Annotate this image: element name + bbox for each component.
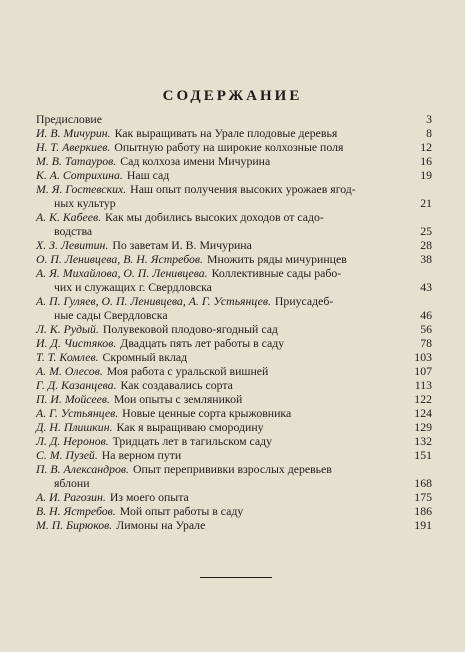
contents-entry	[36, 154, 432, 168]
entry-text	[36, 504, 404, 518]
entry-page-number: 3	[426, 112, 432, 126]
contents-list	[36, 112, 432, 532]
entry-title: Из моего опыта	[109, 490, 189, 504]
entry-page-number: 124	[414, 406, 432, 420]
entry-title-continued: яблони	[54, 476, 90, 490]
entry-page-number: 122	[414, 392, 432, 406]
entry-author: В. Н. Ястребов.	[36, 504, 116, 518]
entry-author: А. И. Рагозин.	[36, 490, 106, 504]
entry-text	[36, 266, 404, 294]
entry-text	[36, 238, 404, 252]
contents-entry	[36, 420, 432, 434]
entry-author: А. Г. Устьянцев.	[36, 406, 119, 420]
entry-title: Мой опыт работы в саду	[119, 504, 244, 518]
entry-title: По заветам И. В. Мичурина	[112, 238, 252, 252]
entry-author: Д. Н. Плишкин.	[36, 420, 113, 434]
contents-entry	[36, 252, 432, 266]
entry-title: Полувековой плодово-ягодный сад	[102, 322, 278, 336]
contents-entry	[36, 182, 432, 210]
entry-author: П. В. Александров.	[36, 462, 129, 476]
entry-title: Наш сад	[126, 168, 170, 182]
entry-page-number: 151	[414, 448, 432, 462]
entry-page-number: 113	[414, 378, 432, 392]
contents-entry	[36, 294, 432, 322]
entry-text	[36, 294, 404, 322]
entry-title: Опыт перепрививки взрослых деревьев	[133, 462, 332, 476]
entry-page-number: 129	[414, 420, 432, 434]
contents-entry	[36, 364, 432, 378]
contents-entry	[36, 392, 432, 406]
entry-author: Х. З. Левитин.	[36, 238, 109, 252]
entry-text	[36, 126, 404, 140]
entry-author: Г. Д. Казанцева.	[36, 378, 117, 392]
contents-entry	[36, 112, 432, 126]
entry-page-number: 12	[420, 140, 432, 154]
entry-text	[36, 448, 404, 462]
entry-page-number: 168	[414, 476, 432, 490]
contents-entry	[36, 490, 432, 504]
entry-author: П. И. Мойсеев.	[36, 392, 110, 406]
entry-title: Новые ценные сорта крыжовника	[122, 406, 292, 420]
entry-page-number: 191	[414, 518, 432, 532]
entry-page-number: 103	[414, 350, 432, 364]
entry-author: К. А. Сотрихина.	[36, 168, 123, 182]
entry-page-number: 19	[420, 168, 432, 182]
contents-entry	[36, 504, 432, 518]
end-rule	[200, 577, 272, 578]
contents-entry	[36, 336, 432, 350]
entry-text	[36, 322, 404, 336]
entry-text	[36, 364, 404, 378]
entry-title: Приусадеб-	[274, 294, 334, 308]
contents-entry	[36, 210, 432, 238]
contents-entry	[36, 266, 432, 294]
entry-title-continued: водства	[54, 224, 93, 238]
entry-author: О. П. Ленивцева, В. Н. Ястребов.	[36, 252, 203, 266]
entry-text	[36, 518, 404, 532]
entry-author: А. К. Кабеев.	[36, 210, 102, 224]
contents-entry	[36, 168, 432, 182]
entry-title: Тридцать лет в тагильском саду	[112, 434, 273, 448]
entry-author: М. Я. Гостевских.	[36, 182, 127, 196]
contents-entry	[36, 378, 432, 392]
entry-title: Как я выращиваю смородину	[116, 420, 264, 434]
entry-page-number: 175	[414, 490, 432, 504]
entry-text	[36, 434, 404, 448]
entry-title: Наш опыт получения высоких урожаев ягод-	[130, 182, 356, 196]
entry-title: Лимоны на Урале	[116, 518, 206, 532]
entry-title-continued: ных культур	[54, 196, 116, 210]
entry-author: И. В. Мичурин.	[36, 126, 111, 140]
entry-title: Опытную работу на широкие колхозные поля	[114, 140, 344, 154]
entry-page-number: 107	[414, 364, 432, 378]
entry-page-number: 46	[420, 308, 432, 322]
entry-page-number: 132	[414, 434, 432, 448]
entry-text	[36, 182, 404, 210]
entry-title: Скромный вклад	[102, 350, 188, 364]
entry-text	[36, 350, 404, 364]
entry-title: Как выращивать на Урале плодовые деревья	[114, 126, 338, 140]
entry-text	[36, 154, 404, 168]
entry-title: Предисловие	[36, 112, 102, 126]
entry-title-continued: ные сады Свердловска	[54, 308, 168, 322]
entry-text	[36, 168, 404, 182]
contents-entry	[36, 434, 432, 448]
entry-page-number: 56	[420, 322, 432, 336]
contents-entry	[36, 448, 432, 462]
entry-text	[36, 462, 404, 490]
entry-author: С. М. Пузей.	[36, 448, 98, 462]
entry-text	[36, 140, 404, 154]
contents-entry	[36, 518, 432, 532]
entry-text	[36, 336, 404, 350]
entry-title: Мои опыты с земляникой	[113, 392, 243, 406]
entry-page-number: 38	[420, 252, 432, 266]
entry-title: Как мы добились высоких доходов от садо-	[105, 210, 324, 224]
entry-page-number: 78	[420, 336, 432, 350]
entry-title: Двадцать пять лет работы в саду	[120, 336, 285, 350]
entry-title-continued: чих и служащих г. Свердловска	[54, 280, 212, 294]
entry-page-number: 16	[420, 154, 432, 168]
entry-title: Как создавались сорта	[120, 378, 233, 392]
entry-text	[36, 406, 404, 420]
entry-title: На верном пути	[101, 448, 182, 462]
contents-entry	[36, 126, 432, 140]
entry-title: Сад колхоза имени Мичурина	[120, 154, 271, 168]
contents-entry	[36, 238, 432, 252]
entry-page-number: 28	[420, 238, 432, 252]
entry-author: А. Я. Михайлова, О. П. Ленивцева.	[36, 266, 208, 280]
contents-entry	[36, 350, 432, 364]
contents-entry	[36, 322, 432, 336]
page-title: СОДЕРЖАНИЕ	[162, 88, 303, 104]
entry-text	[36, 420, 404, 434]
contents-entry	[36, 406, 432, 420]
contents-entry	[36, 462, 432, 490]
entry-author: М. В. Татауров.	[36, 154, 117, 168]
entry-page-number: 25	[420, 224, 432, 238]
entry-author: Л. К. Рудый.	[36, 322, 99, 336]
entry-page-number: 21	[420, 196, 432, 210]
entry-page-number: 43	[420, 280, 432, 294]
entry-page-number: 186	[414, 504, 432, 518]
entry-author: Т. Т. Комлев.	[36, 350, 99, 364]
entry-author: И. Д. Чистяков.	[36, 336, 117, 350]
entry-author: М. П. Бирюков.	[36, 518, 113, 532]
entry-author: А. П. Гуляев, О. П. Ленивцева, А. Г. Устьянцев.	[36, 294, 271, 308]
entry-author: Л. Д. Неронов.	[36, 434, 109, 448]
entry-text	[36, 252, 404, 266]
entry-text	[36, 112, 404, 126]
entry-title: Множить ряды мичуринцев	[206, 252, 347, 266]
entry-title: Моя работа с уральской вишней	[106, 364, 269, 378]
entry-author: Н. Т. Аверкиев.	[36, 140, 111, 154]
entry-text	[36, 210, 404, 238]
entry-page-number: 8	[426, 126, 432, 140]
entry-text	[36, 378, 404, 392]
entry-title: Коллективные сады рабо-	[211, 266, 342, 280]
contents-entry	[36, 140, 432, 154]
entry-author: А. М. Олесов.	[36, 364, 103, 378]
entry-text	[36, 490, 404, 504]
entry-text	[36, 392, 404, 406]
